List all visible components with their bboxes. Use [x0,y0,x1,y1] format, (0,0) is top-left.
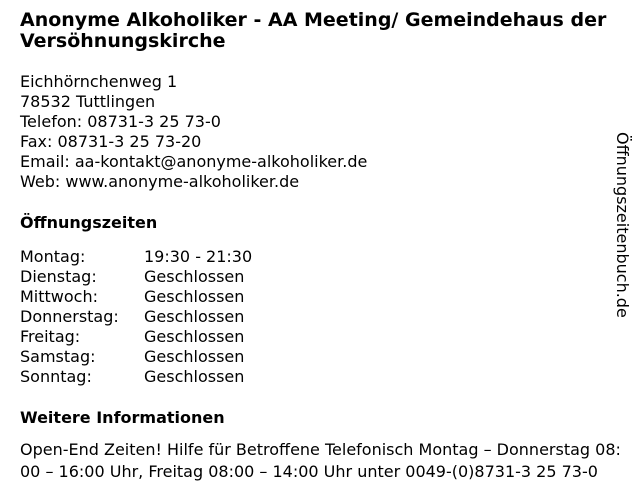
city-line: 78532 Tuttlingen [20,92,156,111]
day-hours: Geschlossen [144,287,245,306]
hours-row-friday [20,327,610,347]
phone-line: Telefon: 08731-3 25 73-0 [20,112,221,131]
hours-row-saturday [20,347,610,367]
more-info-text: Open-End Zeiten! Hilfe für Betroffene Telefonisch Montag – Donnerstag 08:00 – 16:00 Uhr, Freitag 08:00 – 14:00 Uhr unter 0049-(0)8731-3 25 73-0 [20,440,621,481]
day-hours: Geschlossen [144,367,245,386]
brand-watermark: Öffnungszeitenbuch.de [613,132,632,318]
page-title: Anonyme Alkoholiker - AA Meeting/ Gemeindehaus der Versöhnungskirche [20,9,607,52]
web-line: Web: www.anonyme-alkoholiker.de [20,172,300,191]
hours-row-tuesday [20,267,610,287]
day-hours: 19:30 - 21:30 [144,247,253,266]
day-label: Donnerstag: [20,307,119,326]
opening-hours-table [20,247,610,387]
day-label: Sonntag: [20,367,92,386]
day-hours: Geschlossen [144,267,245,286]
fax-line: Fax: 08731-3 25 73-20 [20,132,202,151]
day-hours: Geschlossen [144,347,245,366]
day-label: Freitag: [20,327,81,346]
hours-row-wednesday [20,287,610,307]
day-label: Dienstag: [20,267,97,286]
day-label: Montag: [20,247,86,266]
hours-row-monday [20,247,610,267]
day-hours: Geschlossen [144,327,245,346]
day-label: Samstag: [20,347,96,366]
listing-card [20,9,621,483]
address-block [20,72,610,192]
more-info-heading: Weitere Informationen [20,408,225,427]
street-line: Eichhörnchenweg 1 [20,72,178,91]
email-line: Email: aa-kontakt@anonyme-alkoholiker.de [20,152,368,171]
day-label: Mittwoch: [20,287,98,306]
hours-row-thursday [20,307,610,327]
hours-row-sunday [20,367,610,387]
opening-hours-heading: Öffnungszeiten [20,213,158,232]
day-hours: Geschlossen [144,307,245,326]
